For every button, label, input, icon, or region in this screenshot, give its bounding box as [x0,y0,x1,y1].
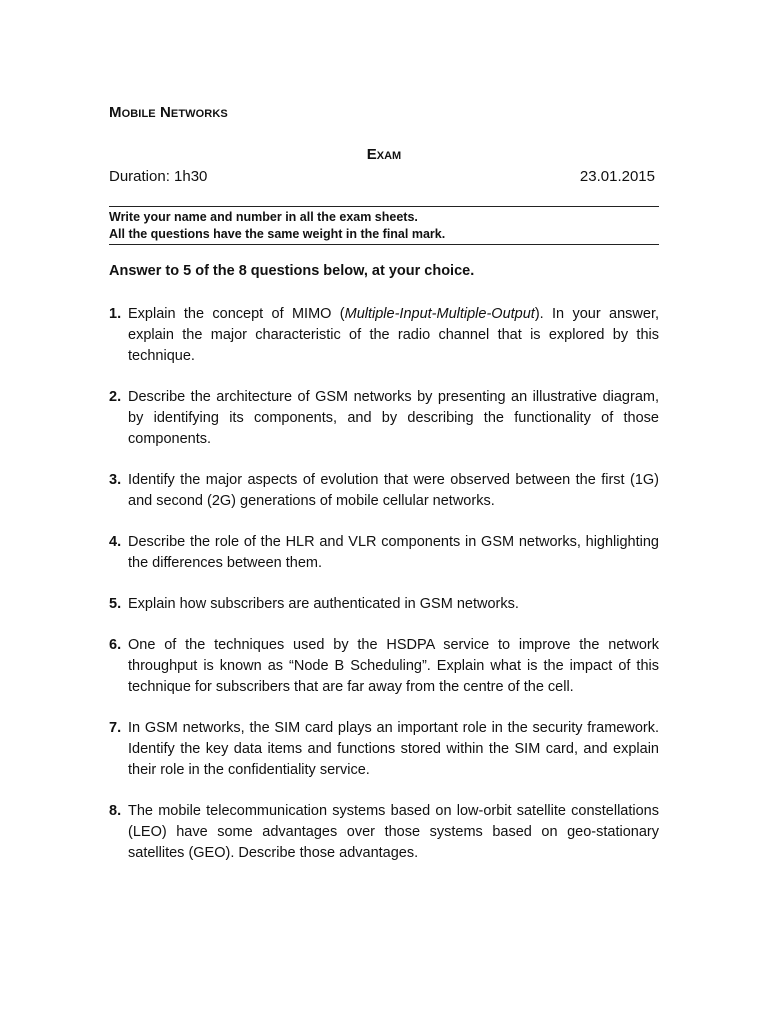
question-number: 3. [109,472,122,488]
question-number: 4. [109,534,122,550]
question-text: One of the techniques used by the HSDPA service to improve the network throughput is known as “Node B Scheduling”. Explain what is the impact of this technique for subscribers that are far away from the centre of the cell. [128,637,659,695]
duration-label: Duration: 1h30 [109,168,208,185]
exam-meta-row [109,168,655,185]
exam-title: Exam [366,146,402,163]
question-text: Describe the role of the HLR and VLR components in GSM networks, highlighting the differences between them. [128,534,659,571]
notice-line-2: All the questions have the same weight in the final mark. [109,227,446,241]
notice-line-1: Write your name and number in all the exam sheets. [109,210,418,224]
question-item [109,532,659,574]
question-item [109,718,659,781]
question-number: 6. [109,637,122,653]
question-item [109,387,659,450]
exam-date: 23.01.2015 [579,168,655,185]
question-item [109,635,659,698]
question-text: Explain how subscribers are authenticated in GSM networks. [128,596,519,612]
question-number: 8. [109,803,122,819]
question-text: The mobile telecommunication systems based on low-orbit satellite constellations (LEO) have some advantages over those systems based on geo-stationary satellites (GEO). Describe those advantages. [128,803,659,861]
question-text: Identify the major aspects of evolution that were observed between the first (1G) and second (2G) generations of mobile cellular networks. [128,472,659,509]
question-text: In GSM networks, the SIM card plays an important role in the security framework. Identify the key data items and functions stored within the SIM card, and explain their role in the confidentiality service. [128,720,659,778]
exam-page [109,0,659,1024]
question-text-after: ). In your answer, explain the major characteristic of the radio channel that is explored by this technique. [128,306,659,364]
question-item [109,304,659,367]
question-number: 2. [109,389,122,405]
question-number: 1. [109,306,122,322]
question-item [109,801,659,864]
question-item [109,470,659,512]
question-number: 7. [109,720,122,736]
course-title: Mobile Networks [109,104,228,121]
exam-notice-box [109,206,659,245]
question-list [109,304,659,864]
answer-instruction: Answer to 5 of the 8 questions below, at your choice. [109,263,475,279]
question-text-before: Explain the concept of MIMO ( [128,306,345,322]
question-text-italic: Multiple-Input-Multiple-Output [344,306,535,322]
question-text: Describe the architecture of GSM networks by presenting an illustrative diagram, by identifying its components, and by describing the functionality of those components. [128,389,659,447]
question-item [109,594,659,615]
question-number: 5. [109,596,122,612]
